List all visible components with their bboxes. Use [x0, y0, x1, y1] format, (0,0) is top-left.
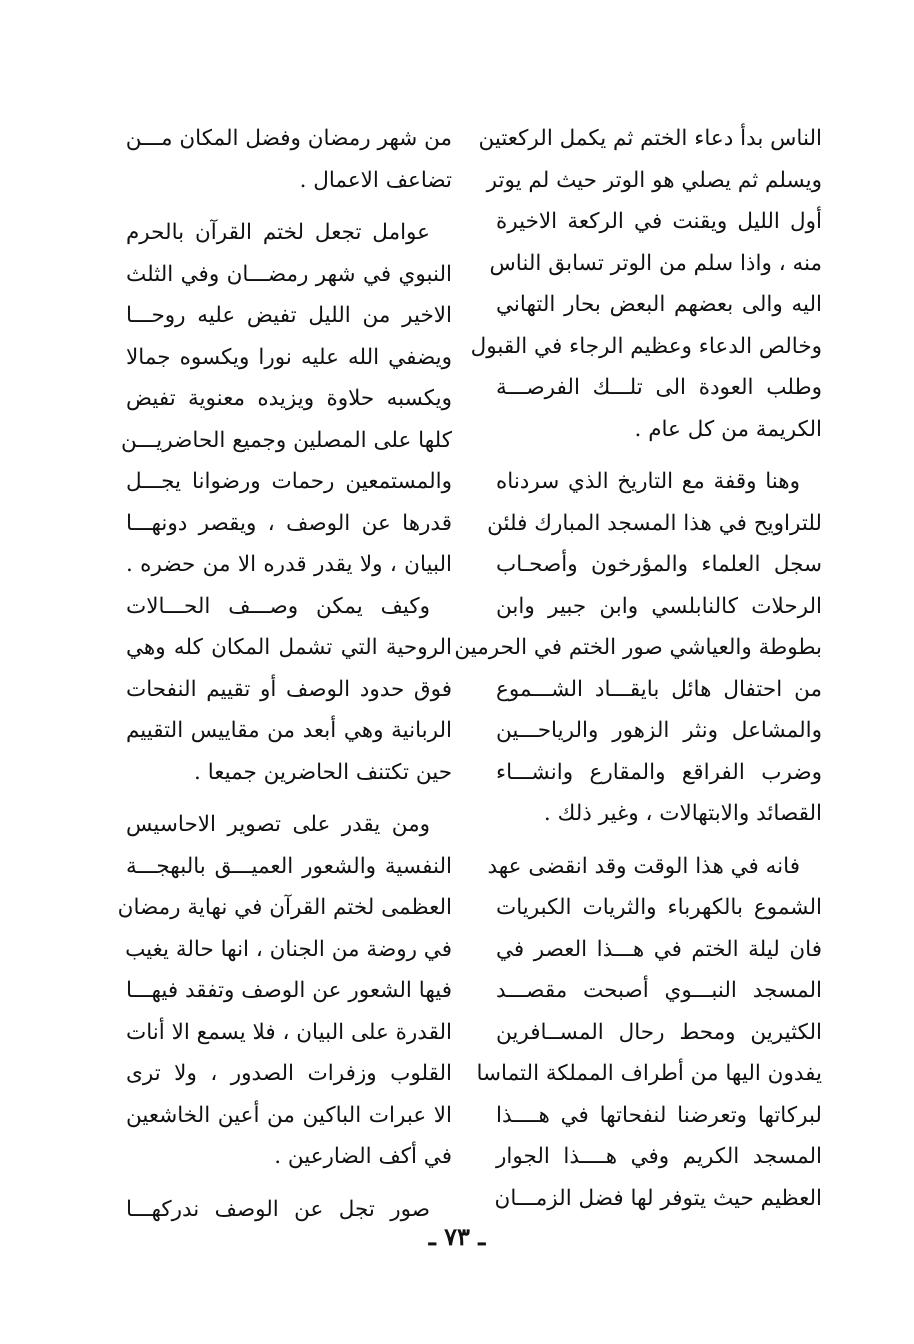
text-line: قدرها عن الوصف ، ويقصر دونهـــا [126, 510, 452, 536]
paragraph [126, 118, 452, 201]
text-line: الرحلات كالنابلسي وابن جبير وابن [496, 593, 822, 619]
text-line: النبوي في شهر رمضـــان وفي الثلث [126, 261, 452, 287]
text-line: منه ، واذا سلم من الوتر تسابق الناس [489, 250, 822, 276]
text-line: الربانية وهي أبعد من مقاييس التقييم [126, 718, 452, 743]
text-line: تضاعف الاعمال . [299, 167, 452, 193]
text-line: ويضفي الله عليه نورا ويكسوه جمالا [126, 344, 452, 370]
paragraph [476, 846, 822, 1220]
text-line: في روضة من الجنان ، انها حالة يغيب [125, 936, 452, 962]
right-column [454, 118, 822, 1219]
paragraph [121, 212, 452, 793]
text-line: المسجد الكريم وفي هــــذا الجوار [496, 1144, 822, 1169]
text-line: فيها الشعور عن الوصف وتفقد فيهـــا [126, 978, 452, 1003]
text-line: وهنا وقفة مع التاريخ الذي سردناه [496, 469, 800, 494]
text-line: في أكف الضارعين . [274, 1144, 452, 1169]
text-line: وضرب الفراقع والمقارع وانشـــاء [496, 759, 822, 785]
text-line: ويسلم ثم يصلي هو الوتر حيث لم يوتر [486, 167, 822, 193]
paragraph [454, 461, 822, 835]
text-line: الشموع بالكهرباء والثريات الكبريات [496, 895, 822, 920]
text-line: سجل العلماء والمؤرخون وأصحـاب [496, 552, 822, 577]
text-line: ويكسبه حلاوة ويزيده معنوية تفيض [126, 386, 452, 411]
text-line: القصائد والابتهالات ، وغير ذلك . [543, 801, 822, 826]
text-line: من احتفال هائل بايقـــاد الشـــموع [496, 676, 822, 702]
text-line: والمستمعين رحمات ورضوانا يجـــل [126, 469, 452, 494]
text-line: الاخير من الليل تفيض عليه روحـــا [126, 303, 452, 328]
text-line: للتراويح في هذا المسجد المبارك فلئن [487, 510, 822, 536]
text-line: كلها على المصلين وجميع الحاضريـــن [121, 427, 452, 453]
text-line: وطلب العودة الى تلـــك الفرصـــة [496, 375, 822, 400]
text-line: والمشاعل ونثر الزهور والرياحـــين [496, 718, 822, 743]
text-line: النفسية والشعور العميـــق بالبهجـــة [126, 853, 452, 879]
text-line: اليه والى بعضهم البعض بحار التهاني [496, 292, 822, 317]
text-line: المسجد النبـــوي أصبحت مقصـــد [496, 978, 822, 1003]
text-line: الروحية التي تشمل المكان كله وهي [126, 635, 452, 660]
text-line: الكريمة من كل عام . [634, 416, 822, 442]
text-line: الا عبرات الباكين من أعين الخاشعين [126, 1102, 452, 1128]
text-line: فوق حدود الوصف أو تقييم النفحات [126, 676, 452, 702]
text-line: القدرة على البيان ، فلا يسمع الا أنات [126, 1019, 452, 1045]
paragraph [117, 804, 452, 1178]
text-line: وخالص الدعاء وعظيم الرجاء في القبول [470, 333, 822, 359]
text-line: من شهر رمضان وفضل المكان مـــن [125, 126, 452, 151]
text-line: أول الليل ويقنت في الركعة الاخيرة [496, 209, 822, 234]
left-column [117, 118, 452, 1230]
text-line: عوامل تجعل لختم القرآن بالحرم [126, 220, 430, 245]
text-line: يفدون اليها من أطراف المملكة التماسا [476, 1061, 822, 1086]
text-line: العظمى لختم القرآن في نهاية رمضان [117, 895, 452, 920]
text-line: وكيف يمكن وصـــف الحـــالات [126, 593, 430, 619]
text-line: حين تكتنف الحاضرين جميعا . [194, 759, 452, 785]
text-line: القلوب وزفرات الصدور ، ولا ترى [126, 1061, 452, 1086]
text-line: ومن يقدر على تصوير الاحاسيس [126, 812, 430, 837]
text-line: الكثيرين ومحط رحال المســافرين [496, 1019, 822, 1045]
text-line: العظيم حيث يتوفر لها فضل الزمـــان [494, 1185, 822, 1211]
text-line: فانه في هذا الوقت وقد انقضى عهد [487, 853, 800, 879]
text-line: بطوطة والعياشي صور الختم في الحرمين [454, 635, 822, 660]
page-number: ـ ٧٣ ـ [428, 1222, 486, 1251]
text-line: البيان ، ولا يقدر قدره الا من حضره . [126, 552, 452, 577]
text-line: صور تجل عن الوصف ندركهـــا [126, 1196, 430, 1222]
text-line: فان ليلة الختم في هـــذا العصر في [496, 936, 822, 962]
paragraph [470, 118, 822, 450]
text-line: لبركاتها وتعرضنا لنفحاتها في هــــذا [496, 1102, 822, 1128]
text-line: الناس بدأ دعاء الختم ثم يكمل الركعتين [478, 126, 822, 151]
